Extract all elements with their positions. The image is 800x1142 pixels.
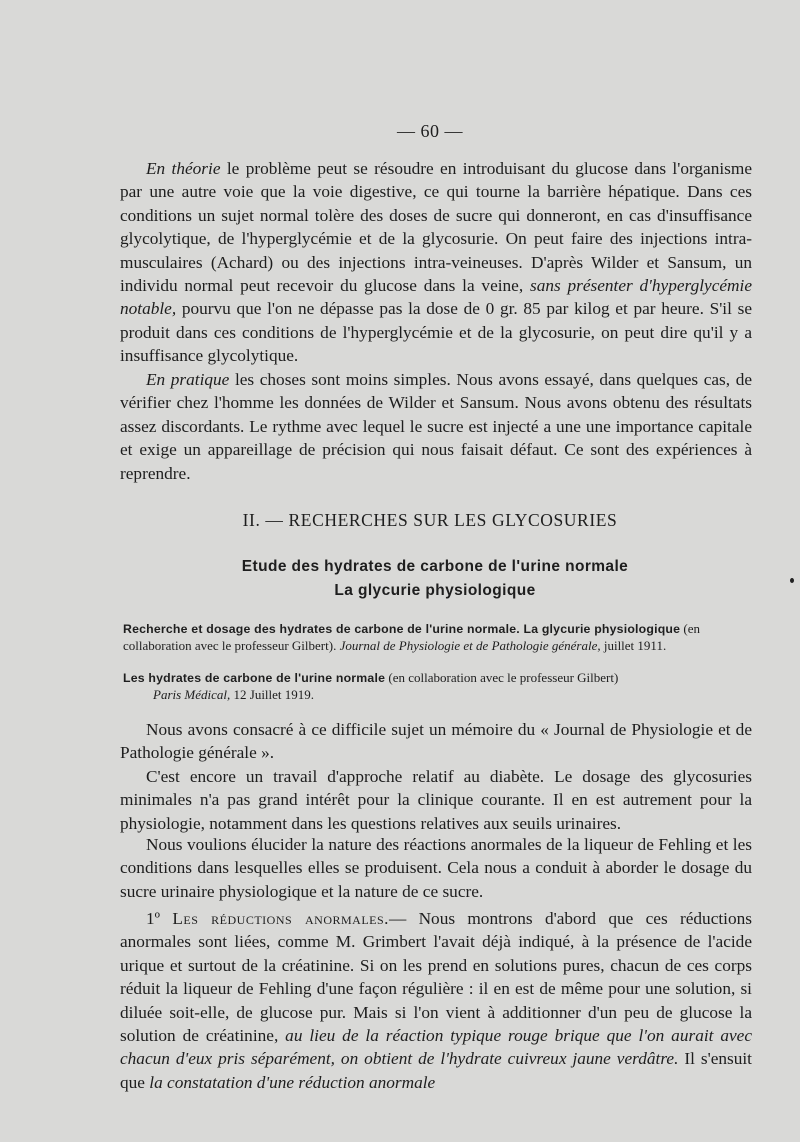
paragraph-text: — Nous montrons d'abord que ces réductions anormales sont liées, comme M. Grimbert l'avait déjà indiqué, à la présence de l'acide urique et surtout de la créatinine. Si on les prend en solutions pures, chacun de ces corps réduit la liqueur de Fehling d'une façon régulière : il en est de même pour une solution, si diluée soit-elle, de glucose pur. Mais si l'on vient à additionner d'un peu de glucose la solution de créatinine, [120, 909, 752, 1046]
ink-speck [790, 578, 794, 583]
reference-journal: Journal de Physiologie et de Pathologie générale, [339, 637, 601, 653]
paragraph-fehling: Nous voulions élucider la nature des réactions anormales de la liqueur de Fehling et les conditions dans lesquelles elles se produisent. Cela nous a conduit à aborder le dosage du sucre urinaire physiologique et la nature de ce sucre. [120, 835, 752, 901]
reference-title: Les hydrates de carbone de l'urine normale [123, 671, 386, 685]
paragraph-reductions [120, 907, 752, 1094]
paragraph-text-2: Il s'ensuit que [120, 1049, 752, 1092]
italic-phrase-2: la constatation d'une réduction anormale [149, 1072, 436, 1092]
reference-date: 12 Juillet 1919. [230, 686, 315, 702]
italic-phrase: au lieu de la réaction typique rouge brique que l'on aurait avec chacun d'eux pris séparément, on obtient de l'hydrate cuivreux jaune verdâtre. [120, 1026, 752, 1069]
italic-lead: En théorie [146, 159, 221, 178]
subtitle-line-2: La glycurie physiologique [334, 582, 536, 599]
paragraph-theory [120, 157, 752, 368]
paragraph-approach: C'est encore un travail d'approche relatif au diabète. Le dosage des glycosuries minimales n'a pas grand intérêt pour la clinique courante. Il en est autrement pour la physiologie, notamment dans les questions relatives aux seuils urinaires. [120, 767, 752, 833]
paragraph-text: le problème peut se résoudre en introduisant du glucose dans l'organisme par une autre voie que la voie digestive, ce qui tourne la barrière hépatique. Dans ces conditions un sujet normal tolère des doses de sucre qui donneront, en cas d'insuffisance glycolytique, de l'hyperglycémie et de la glycosurie. On peut faire des injections intra-musculaires (Achard) ou des injections intra-veineuses. D'après Wilder et Sansum, un individu normal peut recevoir du glucose dans la veine, [120, 159, 753, 296]
italic-lead: En pratique [146, 370, 230, 389]
reference-2 [123, 670, 752, 703]
small-caps-heading: Les réductions anormales. [172, 909, 389, 928]
reference-note: (en collaboration avec le professeur Gilbert) [385, 670, 619, 685]
section-heading: II. — RECHERCHES SUR LES GLYCOSURIES [242, 510, 618, 530]
paragraph-memoir: Nous avons consacré à ce difficile sujet un mémoire du « Journal de Physiologie et de Pathologie générale ». [120, 720, 752, 763]
italic-phrase: sans présenter d'hyperglycémie notable, [120, 276, 752, 319]
reference-title: Recherche et dosage des hydrates de carbone de l'urine normale. La glycurie physiologique [123, 622, 681, 636]
reference-note: (en collaboration avec le professeur Gilbert). [123, 621, 701, 653]
reference-journal: Paris Médical, [153, 686, 231, 702]
page-number: — 60 — [397, 121, 463, 141]
paragraph-text: les choses sont moins simples. Nous avons essayé, dans quelques cas, de vérifier chez l'homme les données de Wilder et Sansum. Nous avons obtenu des résultats assez discordants. Le rythme avec lequel le sucre est injecté a une une importance capitale et exige un appareillage de précision qui nous faisait défaut. Ce sont des expériences à reprendre. [120, 370, 753, 483]
paragraph-practice [120, 368, 752, 485]
numbered-lead: 1º [146, 909, 173, 928]
reference-1 [123, 621, 752, 654]
paragraph-text-end: pourvu que l'on ne dépasse pas la dose de 0 gr. 85 par kilog et par heure. S'il se produit dans ces conditions de l'hyperglycémie et de la glycosurie, on peut dire qu'il y a insuffisance glycolytique. [120, 299, 752, 366]
subtitle-line-1: Etude des hydrates de carbone de l'urine normale [241, 558, 629, 575]
reference-date: juillet 1911. [600, 637, 667, 653]
